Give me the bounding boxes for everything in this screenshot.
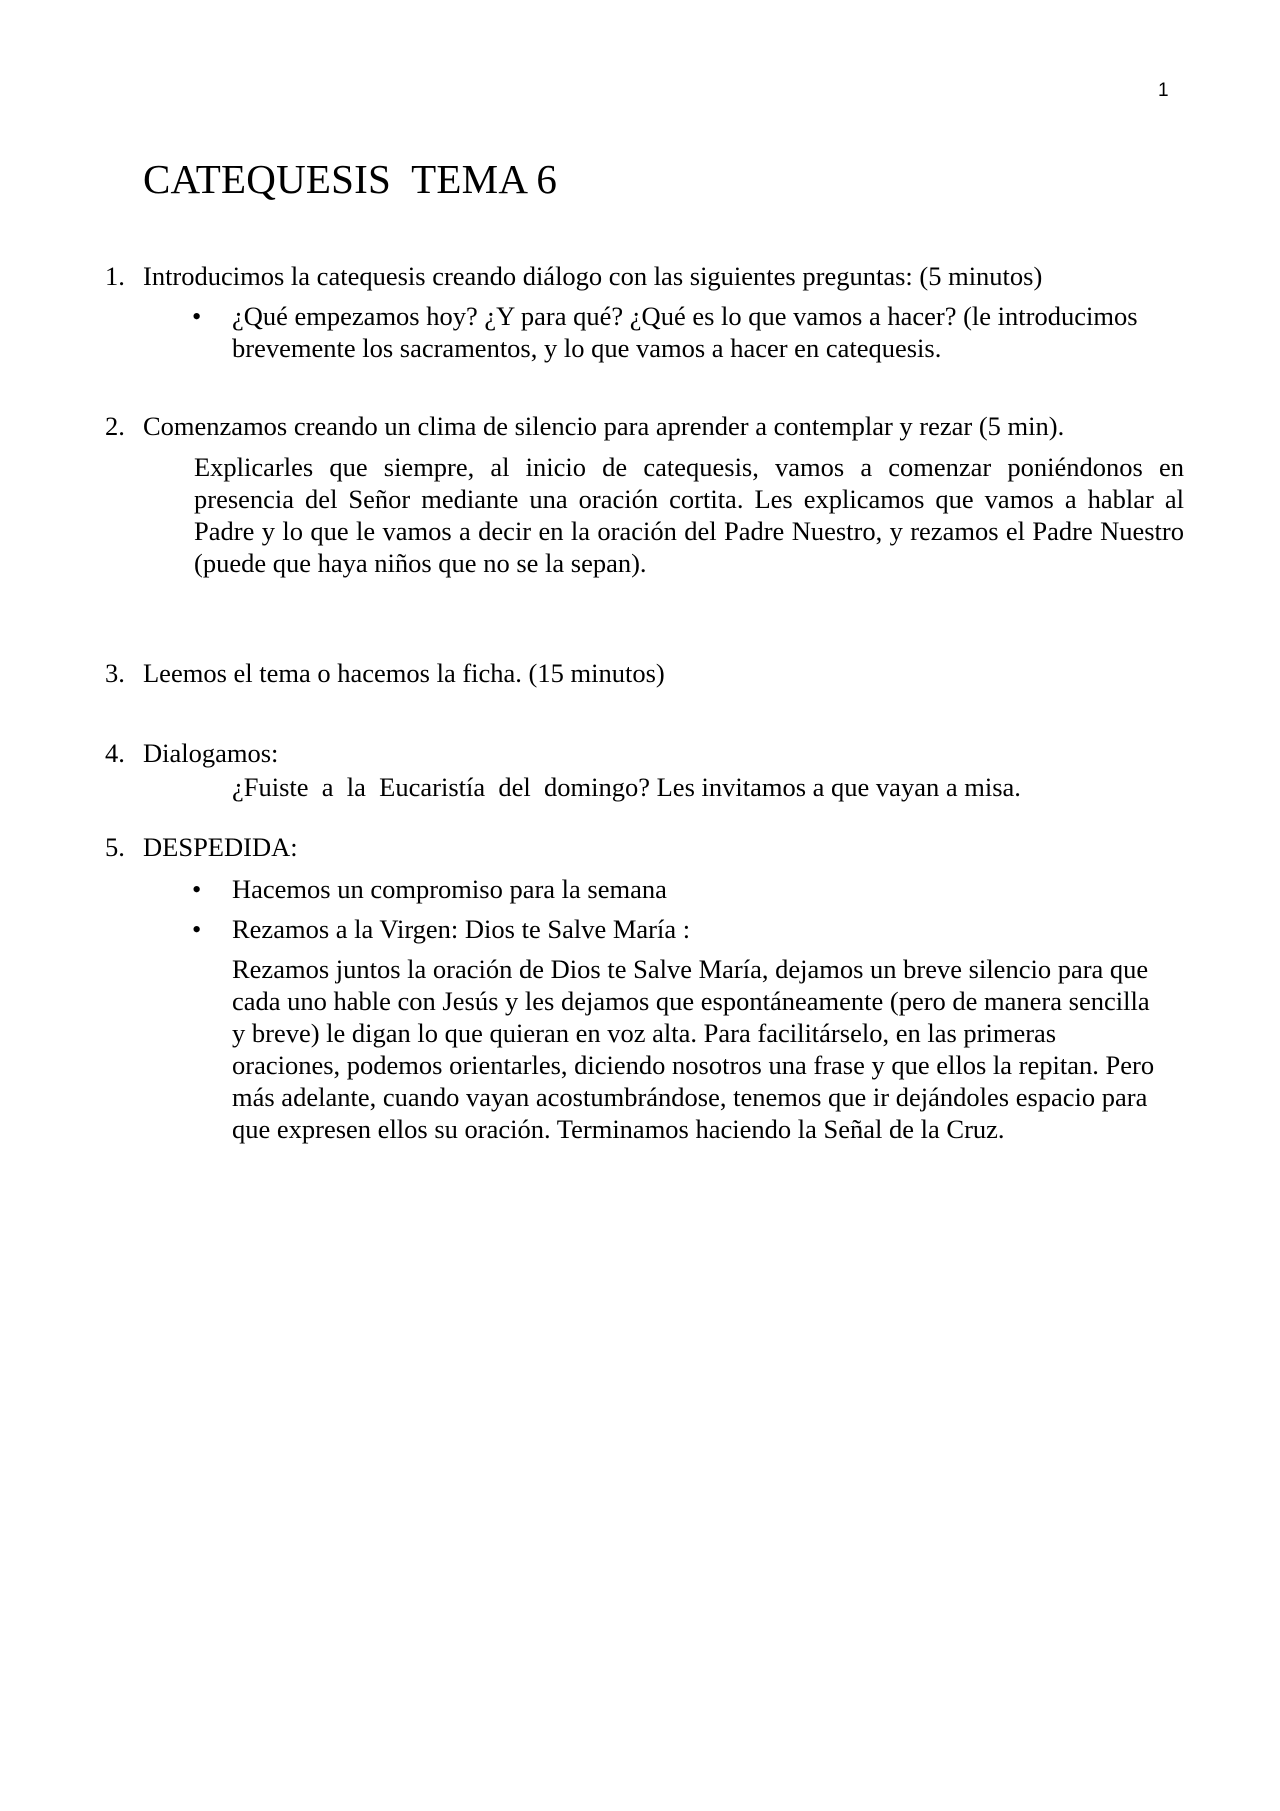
- list-number: 2.: [105, 411, 125, 441]
- bullet-text: Rezamos a la Virgen: Dios te Salve María :: [232, 914, 691, 944]
- bullet-icon: •: [192, 874, 202, 904]
- paragraph-prayer: Rezamos juntos la oración de Dios te Salve María, dejamos un breve silencio para que cada uno hable con Jesús y les dejamos que espontáneamente (pero de manera sencilla y breve) le digan lo que quieran en voz alta. Para facilitárselo, en las primeras oraciones, podemos orientarles, diciendo nosotros una frase y que ellos la repitan. Pero más adelante, cuando vayan acostumbrándose, tenemos que ir dejándoles espacio para que expresen ellos su oración. Terminamos haciendo la Señal de la Cruz.: [232, 954, 1155, 1144]
- list-number: 4.: [105, 738, 125, 768]
- paragraph-dialog: ¿Fuiste a la Eucaristía del domingo? Les invitamos a que vayan a misa.: [232, 772, 1021, 802]
- list-item-4: [105, 737, 278, 769]
- list-item-text: DESPEDIDA:: [143, 832, 298, 862]
- list-item-text: Leemos el tema o hacemos la ficha. (15 minutos): [143, 658, 665, 688]
- list-number: 1.: [105, 261, 125, 291]
- list-number: 5.: [105, 832, 125, 862]
- bullet-text: ¿Qué empezamos hoy? ¿Y para qué? ¿Qué es lo que vamos a hacer? (le introducimos brevemente los sacramentos, y lo que vamos a hacer en catequesis.: [232, 301, 1138, 363]
- bullet-text: Hacemos un compromiso para la semana: [232, 874, 667, 904]
- paragraph-silence: Explicarles que siempre, al inicio de catequesis, vamos a comenzar poniéndonos en presencia del Señor mediante una oración cortita. Les explicamos que vamos a hablar al Padre y lo que le vamos a decir en la oración del Padre Nuestro, y rezamos el Padre Nuestro (puede que haya niños que no se la sepan).: [194, 452, 1184, 578]
- bullet-icon: •: [192, 301, 202, 331]
- list-item-text: Comenzamos creando un clima de silencio para aprender a contemplar y rezar (5 min).: [143, 411, 1065, 441]
- bullet-icon: •: [192, 914, 202, 944]
- list-item-text: Introducimos la catequesis creando diálogo con las siguientes preguntas: (5 minutos): [143, 261, 1043, 291]
- bullet-item: [192, 873, 1172, 905]
- bullet-item: [192, 913, 1172, 945]
- page-number: 1: [1158, 80, 1169, 101]
- document-title: CATEQUESIS TEMA 6: [143, 156, 558, 202]
- list-item-text: Dialogamos:: [143, 738, 279, 768]
- list-item-1: [105, 260, 1042, 292]
- list-item-3: [105, 657, 665, 689]
- bullet-item: [192, 300, 1172, 370]
- list-item-5: [105, 831, 298, 863]
- list-item-2: [105, 410, 1064, 442]
- list-number: 3.: [105, 658, 125, 688]
